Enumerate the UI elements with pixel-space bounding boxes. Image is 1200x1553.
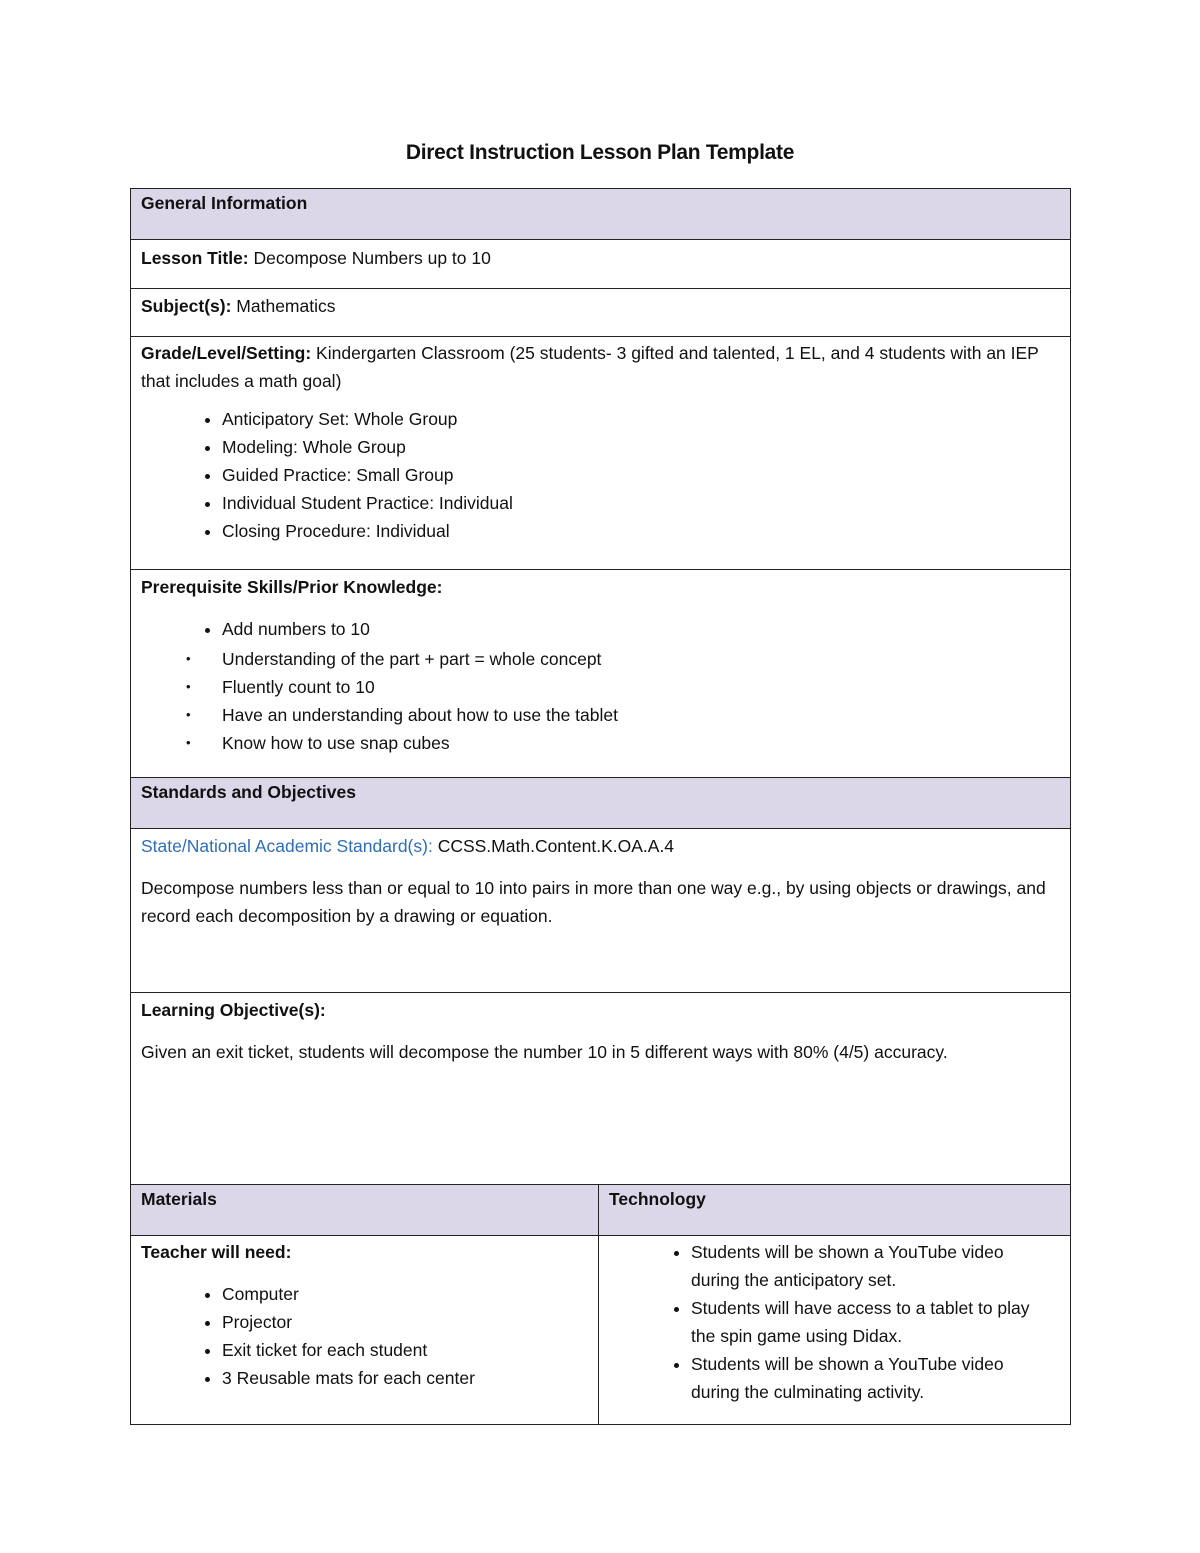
list-item: • Projector [222,1308,588,1336]
materials-technology-row [131,1236,1071,1425]
prereq-cell [131,570,1071,778]
prereq-list [141,615,1060,643]
standard-text: Decompose numbers less than or equal to 10 into pairs in more than one way e.g., by using objects or drawings, and record each decomposition by a drawing or equation. [141,878,1046,926]
lesson-title-cell [131,240,1071,289]
document-title: Direct Instruction Lesson Plan Template [405,141,795,164]
list-item: • Guided Practice: Small Group [222,461,1060,489]
list-item: • Computer [222,1280,588,1308]
general-information-header: General Information [131,189,1071,240]
list-item: • Understanding of the part + part = whole concept [222,645,1060,673]
objective-label: Learning Objective(s): [141,1000,326,1020]
list-item: • Fluently count to 10 [222,673,1060,701]
general-header-row [131,189,1071,240]
subject-label: Subject(s): [141,296,232,316]
grade-label: Grade/Level/Setting: [141,343,312,363]
grade-value: Kindergarten Classroom (25 students- 3 gifted and talented, 1 EL, and 4 students with an IEP that includes a math goal) [141,343,1039,391]
grade-cell [131,337,1071,570]
list-item: • Students will have access to a tablet to play the spin game using Didax. [691,1294,1040,1350]
materials-list [141,1280,588,1392]
list-item: • Anticipatory Set: Whole Group [222,405,1060,433]
standard-label: State/National Academic Standard(s): [141,836,433,856]
list-item: • Exit ticket for each student [222,1336,588,1364]
objective-row [131,993,1071,1185]
subject-value: Mathematics [231,296,336,316]
prereq-label: Prerequisite Skills/Prior Knowledge: [141,577,443,597]
teacher-needs-label: Teacher will need: [141,1242,292,1262]
standard-code: CCSS.Math.Content.K.OA.A.4 [432,836,675,856]
objective-cell [131,993,1071,1185]
technology-list [609,1238,1060,1406]
list-item: • Individual Student Practice: Individual [222,489,1060,517]
list-item: • Know how to use snap cubes [222,729,1060,757]
grade-row [131,337,1071,570]
subject-row [131,289,1071,337]
standard-row [131,829,1071,993]
technology-cell [599,1236,1071,1425]
prereq-list-continued [141,645,1060,757]
list-item: • Have an understanding about how to use the tablet [222,701,1060,729]
lesson-plan-table [130,188,1071,1425]
lesson-title-value: Decompose Numbers up to 10 [248,248,491,268]
materials-cell [131,1236,599,1425]
lesson-title-row [131,240,1071,289]
list-item: • Modeling: Whole Group [222,433,1060,461]
settings-list [141,405,1060,545]
standards-objectives-header: Standards and Objectives [131,778,1071,829]
list-item: • Students will be shown a YouTube video during the anticipatory set. [691,1238,1040,1294]
standards-header-row [131,778,1071,829]
list-item: • Students will be shown a YouTube video during the culminating activity. [691,1350,1040,1406]
subject-cell [131,289,1071,337]
standard-cell [131,829,1071,993]
materials-header: Materials [131,1185,599,1236]
list-item: • Add numbers to 10 [222,615,1060,643]
technology-header: Technology [599,1185,1071,1236]
list-item: • Closing Procedure: Individual [222,517,1060,545]
objective-text: Given an exit ticket, students will decompose the number 10 in 5 different ways with 80% (4/5) accuracy. [141,1042,948,1062]
prereq-row [131,570,1071,778]
list-item: • 3 Reusable mats for each center [222,1364,588,1392]
lesson-title-label: Lesson Title: [141,248,249,268]
materials-technology-header-row [131,1185,1071,1236]
